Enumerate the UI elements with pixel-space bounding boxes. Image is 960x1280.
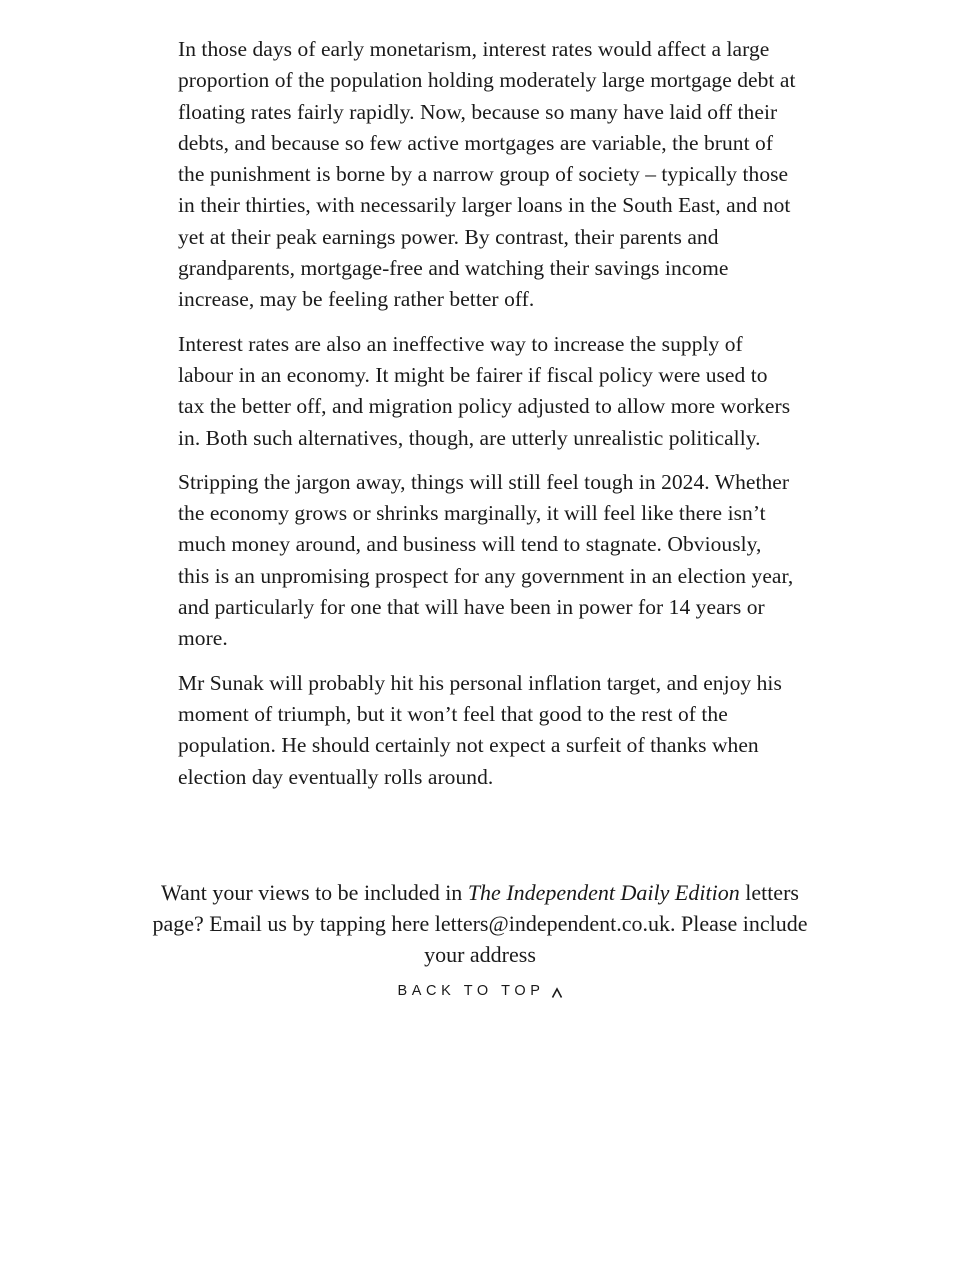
article-paragraph: Mr Sunak will probably hit his personal inflation target, and enjoy his moment of triumph, but it won’t feel that good to the rest of the population. He should certainly not expect a surfeit of thanks when election day eventually rolls around. bbox=[178, 670, 782, 789]
article-paragraph: Stripping the jargon away, things will still feel tough in 2024. Whether the economy grows or shrinks marginally, it will feel like there isn’t much money around, and business will tend to stagnate. Obviously, this is an unpromising prospect for any government in an election year, and particularly for one that will have been in power for 14 years or more. bbox=[178, 469, 794, 651]
cta-end-text: . Please include your address bbox=[424, 911, 808, 967]
back-to-top-label: BACK TO TOP bbox=[397, 983, 545, 999]
letters-call-to-action bbox=[150, 877, 810, 970]
back-to-top-button[interactable] bbox=[0, 983, 960, 999]
cta-intro-text: Want your views to be included in bbox=[161, 880, 468, 905]
article-paragraph: In those days of early monetarism, interest rates would affect a large proportion of the population holding moderately large mortgage debt at floating rates fairly rapidly. Now, because so many have laid off their debts, and because so few active mortgages are variable, the brunt of the punishment is borne by a narrow group of society – typically those in their thirties, with necessarily larger loans in the South East, and not yet at their peak earnings power. By contrast, their parents and grandparents, mortgage-free and watching their savings income increase, may be feeling rather better off. bbox=[178, 37, 796, 312]
publication-name: The Independent Daily Edition bbox=[467, 880, 740, 905]
cta-middle-text: letters page? Email us by tapping here bbox=[152, 880, 799, 936]
article-paragraph: Interest rates are also an ineffective way to increase the supply of labour in an economy. It might be fairer if fiscal policy were used to tax the better off, and migration policy adjusted to allow more workers in. Both such alternatives, though, are utterly unrealistic politically. bbox=[178, 331, 791, 450]
article-body bbox=[178, 34, 798, 806]
email-link[interactable]: letters@independent.co.uk bbox=[434, 911, 671, 936]
caret-up-icon bbox=[551, 987, 563, 999]
